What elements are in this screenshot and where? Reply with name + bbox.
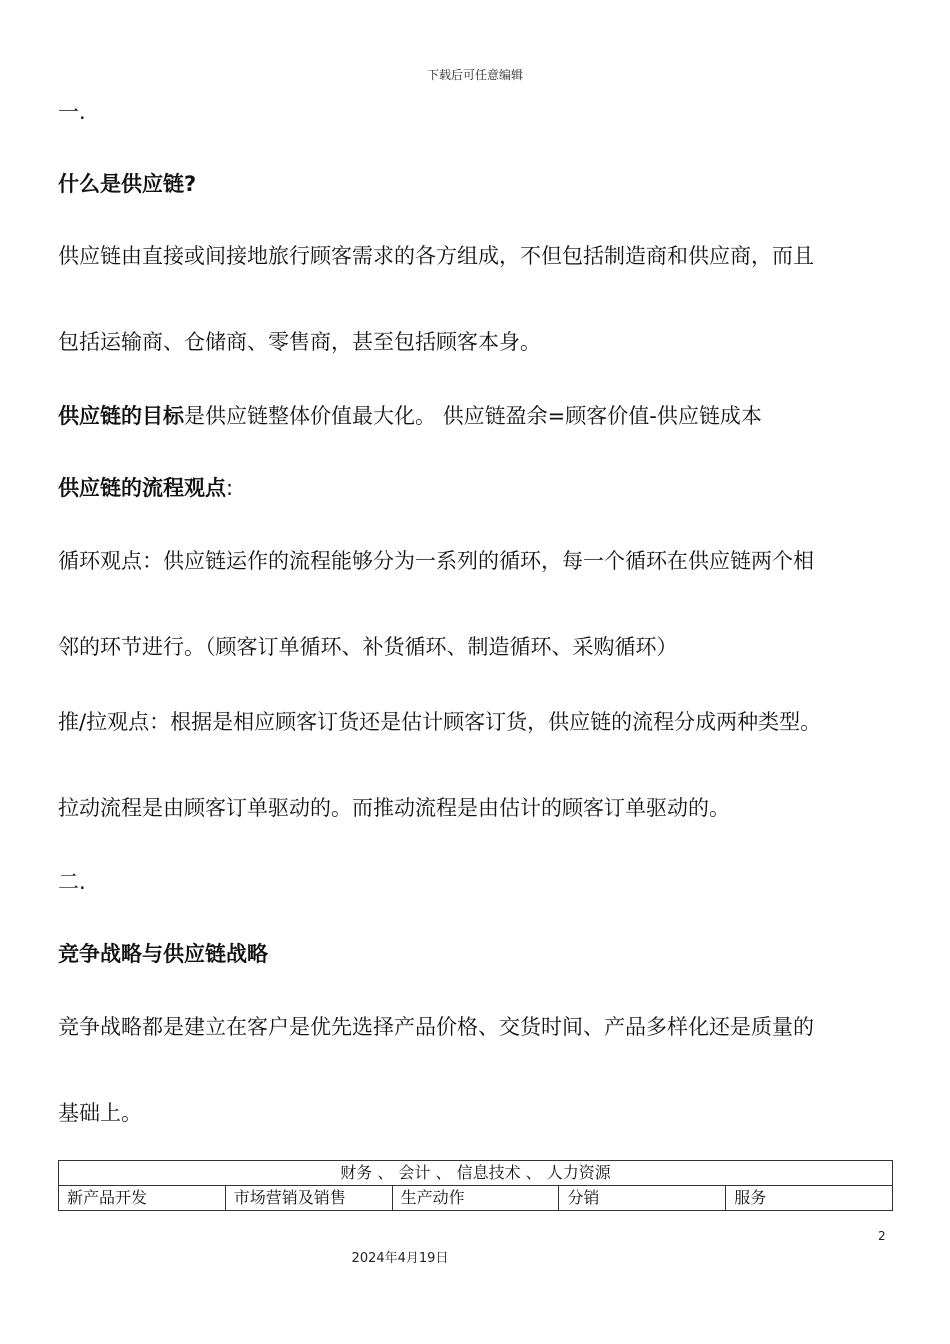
strategy-line-2: 基础上。: [58, 1101, 142, 1125]
table-cell: 生产动作: [392, 1186, 559, 1211]
goal-text: 是供应链整体价值最大化。 供应链盈余=顾客价值-供应链成本: [184, 404, 762, 428]
process-colon: :: [226, 476, 234, 500]
table-cell: 新产品开发: [59, 1186, 226, 1211]
pushpull-line-1: 推/拉观点：根据是相应顾客订货还是估计顾客订货，供应链的流程分成两种类型。: [58, 710, 822, 734]
table-cell: 服务: [726, 1186, 893, 1211]
strategy-line-1: 竞争战略都是建立在客户是优先选择产品价格、交货时间、产品多样化还是质量的: [58, 1015, 814, 1039]
footer-date: 2024年4月19日: [351, 1251, 449, 1266]
table-cell: 分销: [559, 1186, 726, 1211]
pushpull-line-2: 拉动流程是由顾客订单驱动的。而推动流程是由估计的顾客订单驱动的。: [58, 796, 730, 820]
cycle-line-1: 循环观点：供应链运作的流程能够分为一系列的循环，每一个循环在供应链两个相: [58, 549, 814, 573]
section-1-title: 什么是供应链?: [58, 172, 197, 196]
goal-label: 供应链的目标: [58, 404, 184, 428]
table-cell: 市场营销及销售: [225, 1186, 392, 1211]
goal-paragraph: [58, 402, 762, 430]
section-2-title: 竞争战略与供应链战略: [58, 942, 268, 966]
table-row: [59, 1161, 893, 1186]
definition-line-2: 包括运输商、仓储商、零售商，甚至包括顾客本身。: [58, 330, 541, 354]
value-chain-table: [58, 1160, 893, 1211]
support-functions-cell: 财务 、 会计 、 信息技术 、 人力资源: [59, 1161, 893, 1186]
page-number: 2: [878, 1229, 886, 1243]
cycle-line-2: 邻的环节进行。（顾客订单循环、补货循环、制造循环、采购循环）: [58, 635, 678, 659]
page-header: 下载后可任意编辑: [426, 68, 523, 82]
section-2-number: 二.: [58, 870, 86, 894]
definition-line-1: 供应链由直接或间接地旅行顾客需求的各方组成，不但包括制造商和供应商，而且: [58, 244, 814, 268]
table-row: [59, 1186, 893, 1211]
process-heading: [58, 474, 233, 502]
process-label: 供应链的流程观点: [58, 476, 226, 500]
section-1-number: 一.: [58, 100, 86, 124]
